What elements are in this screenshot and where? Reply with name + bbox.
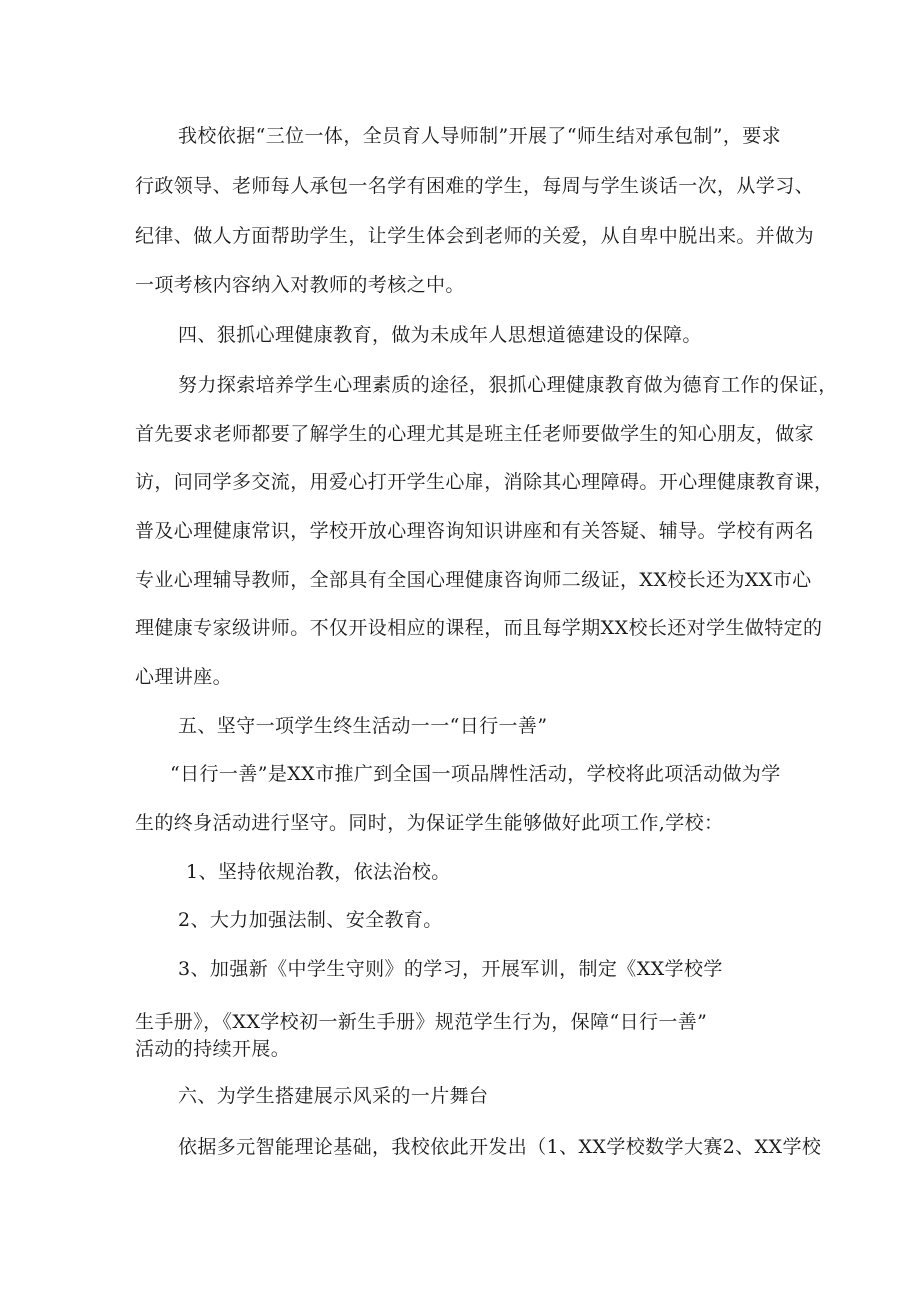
body-text-line: 一项考核内容纳入对教师的考核之中。 (135, 274, 465, 296)
body-text-line: 依据多元智能理论基础，我校依此开发出（1、XX学校数学大赛2、XX学校 (178, 1136, 822, 1158)
list-item: 3、加强新《中学生守则》的学习，开展军训，制定《XX学校学 (178, 958, 723, 980)
body-text-line: 生手册》，《XX学校初一新生手册》规范学生行为，保障“日行一善” (135, 1011, 708, 1033)
body-text-line: 理健康专家级讲师。不仅开设相应的课程，而且每学期XX校长还对学生做特定的 (135, 617, 823, 639)
body-text-line: 活动的持续开展。 (135, 1038, 291, 1060)
body-text-line: 努力探索培养学生心理素质的途径，狠抓心理健康教育做为德育工作的保证， (178, 374, 838, 396)
section-heading-6: 六、为学生搭建展示风采的一片舞台 (178, 1085, 489, 1107)
body-text-line: 普及心理健康常识，学校开放心理咨询知识讲座和有关答疑、辅导。学校有两名 (135, 520, 815, 542)
body-text-line: 生的终身活动进行坚守。同时，为保证学生能够做好此项工作,学校： (135, 812, 724, 834)
body-text-line: 心理讲座。 (135, 666, 233, 688)
section-heading-5: 五、坚守一项学生终生活动一一“日行一善” (178, 715, 548, 737)
body-text-line: “日行一善”是XX市推广到全国一项品牌性活动，学校将此项活动做为学 (170, 763, 781, 785)
list-item: 2、大力加强法制、安全教育。 (178, 909, 443, 931)
section-heading-4: 四、狠抓心理健康教育，做为未成年人思想道德建设的保障。 (178, 324, 702, 346)
list-item: 1、坚持依规治教，依法治校。 (186, 861, 451, 883)
body-text-line: 纪律、做人方面帮助学生，让学生体会到老师的关爱，从自卑中脱出来。并做为 (135, 225, 815, 247)
body-text-line: 行政领导、老师每人承包一名学有困难的学生，每周与学生谈话一次，从学习、 (135, 175, 815, 197)
body-text-line: 首先要求老师都要了解学生的心理尤其是班主任老师要做学生的知心朋友，做家 (135, 423, 815, 445)
body-text-line: 专业心理辅导教师，全部具有全国心理健康咨询师二级证，XX校长还为XX市心 (135, 569, 812, 591)
body-text-line: 我校依据“三位一体，全员育人导师制”开展了“师生结对承包制”，要求 (178, 125, 782, 147)
body-text-line: 访，问同学多交流，用爱心打开学生心扉，消除其心理障碍。开心理健康教育课， (135, 471, 834, 493)
